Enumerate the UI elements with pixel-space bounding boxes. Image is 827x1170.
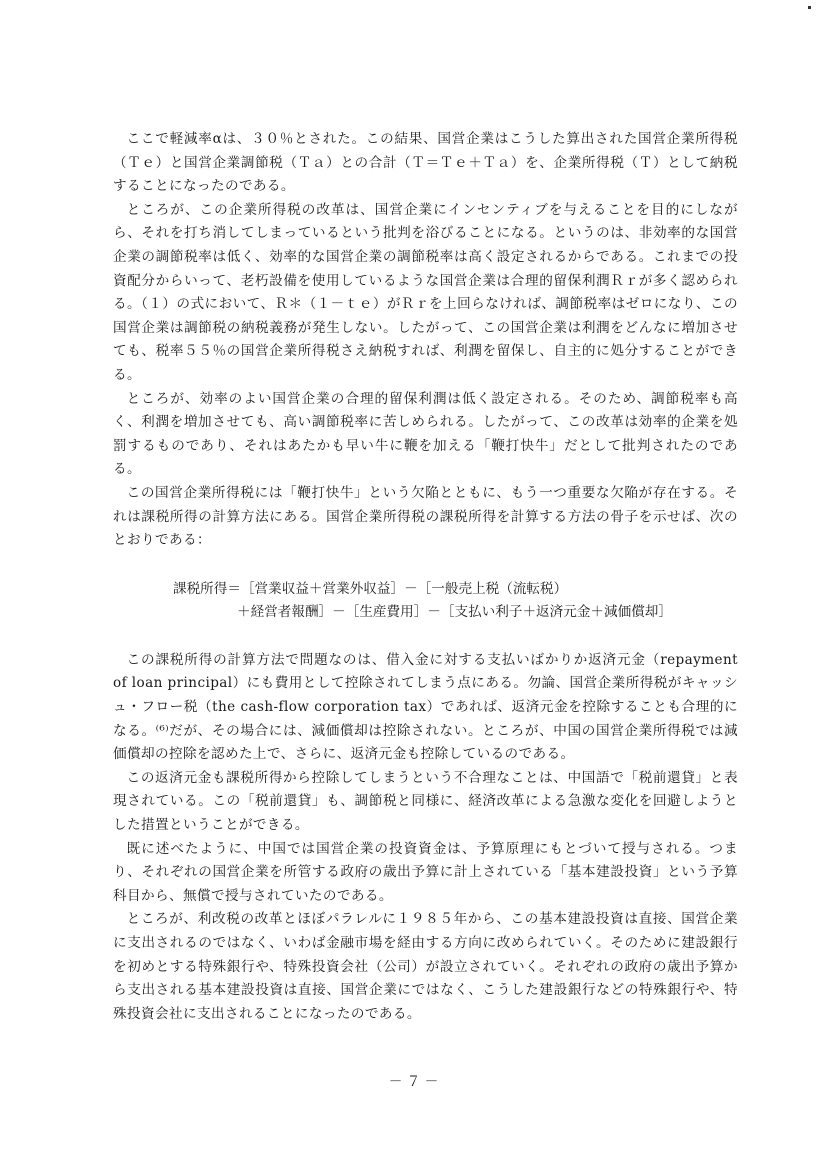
scan-mark xyxy=(808,6,811,9)
paragraph: この返済元金も課税所得から控除してしまうという不合理なことは、中国語で「税前還貸」と表現されている。この「税前還貸」も、調節税と同様に、経済改革による急激な変化を回避しようとした措置ということができる。 xyxy=(113,769,738,834)
paragraph: 既に述べたように、中国では国営企業の投資資金は、予算原理にもとづいて授与される。つまり、それぞれの国営企業を所管する政府の歳出予算に計上されている「基本建設投資」という予算科目から、無償で授与されていたのである。 xyxy=(113,840,738,904)
paragraph: この課税所得の計算方法で問題なのは、借入金に対する支払いばかりか返済元金（repayment of loan principal）にも費用として控除されてしまう点にある。勿論、国営企業所得税がキャッシュ・フロー税（the cash-flow corporation tax）であれば、返済元金を控除することも合理的になる。⁽⁶⁾だが、その場合には、減価償却は控除されない。ところが、中国の国営企業所得税では減価償却の控除を認めた上で、さらに、返済元金も控除しているのである。 xyxy=(113,651,738,763)
page-number: － ７ － xyxy=(388,1074,439,1090)
paragraph: ここで軽減率αは、３０％とされた。この結果、国営企業はこうした算出された国営企業所得税（Ｔｅ）と国営企業調節税（Ｔａ）との合計（Ｔ＝Ｔｅ＋Ｔａ）を、企業所得税（Ｔ）として納税することになったのである。 xyxy=(113,131,738,195)
document-body xyxy=(113,128,738,1026)
formula-line-1: 課税所得＝［営業収益＋営業外収益］－［一般売上税（流転税） xyxy=(173,580,568,597)
paragraph: ところが、この企業所得税の改革は、国営企業にインセンティブを与えることを目的にしながら、それを打ち消してしまっているという批判を浴びることになる。というのは、非効率的な国営企業の調節税率は低く、効率的な国営企業の調節税率は高く設定されるからである。これまでの投資配分からいって、老朽設備を使用しているような国営企業は合理的留保利潤Ｒｒが多く認められる。（１）の式において、Ｒ＊（１－ｔｅ）がＲｒを上回らなければ、調節税率はゼロになり、この国営企業は調節税の納税義務が発生しない。したがって、この国営企業は利潤をどんなに増加させても、税率５５％の国営企業所得税さえ納税すれば、利潤を留保し、自主的に処分することができる。 xyxy=(113,201,738,383)
paragraph: この国営企業所得税には「鞭打快牛」という欠陥とともに、もう一つ重要な欠陥が存在する。それは課税所得の計算方法にある。国営企業所得税の課税所得を計算する方法の骨子を示せば、次のとおりである： xyxy=(113,484,738,549)
taxable-income-formula xyxy=(113,578,738,625)
paragraph: ところが、利改税の改革とほぼパラレルに１９８５年から、この基本建設投資は直接、国営企業に支出されるのではなく、いわば金融市場を経由する方向に改められていく。そのために建設銀行を初めとする特殊銀行や、特殊投資会社（公司）が設立されていく。それぞれの政府の歳出予算から支出される基本建設投資は直接、国営企業にではなく、こうした建設銀行などの特殊銀行や、特殊投資会社に支出されることになったのである。 xyxy=(113,911,738,1022)
paragraph: ところが、効率のよい国営企業の合理的留保利潤は低く設定される。そのため、調節税率も高く、利潤を増加させても、高い調節税率に苦しめられる。したがって、この改革は効率的企業を処罰するものであり、それはあたかも早い牛に鞭を加える「鞭打快牛」だとして批判されたのである。 xyxy=(113,390,738,478)
formula-line-2: ＋経営者報酬］－［生産費用］－［支払い利子＋返済元金＋減価償却］ xyxy=(237,604,672,621)
